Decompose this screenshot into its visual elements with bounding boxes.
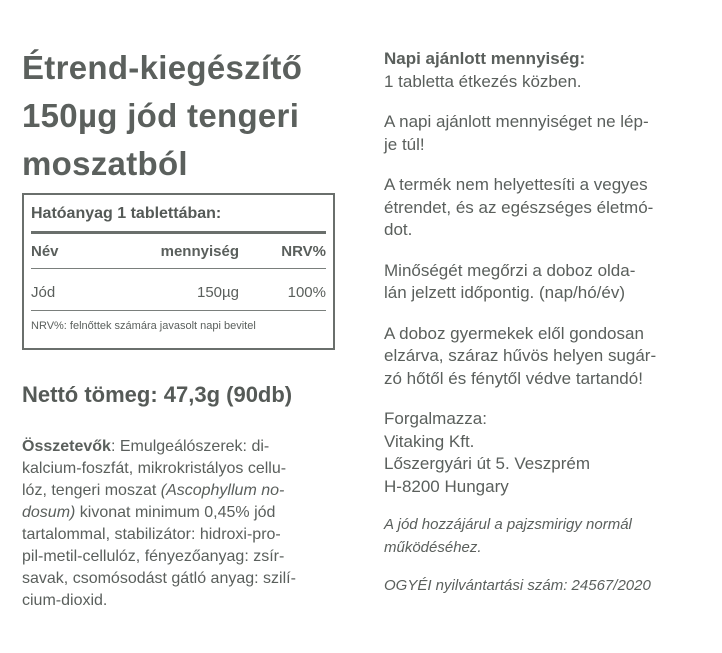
table-rule <box>31 231 326 234</box>
ingredients-species: dosum) <box>22 504 76 521</box>
col-name: Név <box>31 243 59 260</box>
ingredients-line: savak, csomósodást gátló anyag: szilí- <box>22 570 296 587</box>
warning-line: je túl! <box>384 134 425 154</box>
table-row <box>31 284 326 306</box>
substitute-line: A termék nem helyettesíti a vegyes <box>384 175 648 194</box>
warning-line: A napi ajánlott mennyiséget ne lép- <box>384 112 649 131</box>
table-rule <box>31 268 326 269</box>
ingredients-species: (Ascophyllum no- <box>160 482 285 499</box>
substitute-line: dot. <box>384 220 413 239</box>
best-before-line: lán jelzett időpontig. (nap/hó/év) <box>384 283 625 302</box>
ingredients-line: tartalommal, stabilizátor: hidroxi-pro- <box>22 526 281 543</box>
product-title <box>22 44 348 188</box>
health-claim-line: működéséhez. <box>384 538 482 556</box>
cell-amount: 150µg <box>196 284 239 301</box>
table-footnote: NRV%: felnőttek számára javasolt napi bevitel <box>31 320 256 332</box>
distributor-line: H-8200 Hungary <box>384 476 509 496</box>
ingredients-line: pil-metil-cellulóz, fényezőanyag: zsír- <box>22 548 285 565</box>
title-line-3: moszatból <box>22 145 188 182</box>
table-header-row <box>31 243 326 265</box>
net-weight: Nettó tömeg: 47,3g (90db) <box>22 382 293 407</box>
table-rule <box>31 310 326 311</box>
ingredients-line: kalcium-foszfát, mikrokristályos cellu- <box>22 460 287 477</box>
health-claim-line: A jód hozzájárul a pajzsmirigy normál <box>384 516 632 533</box>
substitute-line: étrendet, és az egészséges életmó- <box>384 197 654 217</box>
storage-line: elzárva, száraz hűvös helyen sugár- <box>384 346 657 365</box>
storage-line: zó hőtől és fénytől védve tartandó! <box>384 368 643 388</box>
distributor-line: Forgalmazza: <box>384 409 487 428</box>
col-nrv: NRV% <box>281 243 326 260</box>
dose-text: 1 tabletta étkezés közben. <box>384 71 582 91</box>
best-before-line: Minőségét megőrzi a doboz olda- <box>384 260 636 280</box>
ingredients-line: cium-dioxid. <box>22 592 108 609</box>
ingredients-line: : Emulgeálószerek: di- <box>110 438 270 455</box>
table-heading: Hatóanyag 1 tablettában: <box>31 205 222 222</box>
ingredients-line: kivonat minimum 0,45% jód <box>75 504 276 521</box>
distributor-line: Lőszergyári út 5. Veszprém <box>384 454 590 473</box>
registration-number: OGYÉI nyilvántartási szám: 24567/2020 <box>384 577 651 594</box>
distributor-line: Vitaking Kft. <box>384 431 475 451</box>
title-line-2: 150µg jód tengeri <box>22 97 300 134</box>
right-column <box>384 48 704 598</box>
cell-nrv: 100% <box>287 284 326 301</box>
col-amount: mennyiség <box>160 243 239 260</box>
nutrition-table <box>22 193 335 350</box>
dose-label: Napi ajánlott mennyiség: <box>384 49 586 68</box>
ingredients-label: Összetevők <box>22 438 111 455</box>
ingredients <box>22 436 340 612</box>
ingredients-line: lóz, tengeri moszat <box>22 482 161 499</box>
cell-name: Jód <box>31 284 56 301</box>
storage-line: A doboz gyermekek elől gondosan <box>384 323 644 343</box>
title-line-1: Étrend-kiegészítő <box>22 49 303 86</box>
